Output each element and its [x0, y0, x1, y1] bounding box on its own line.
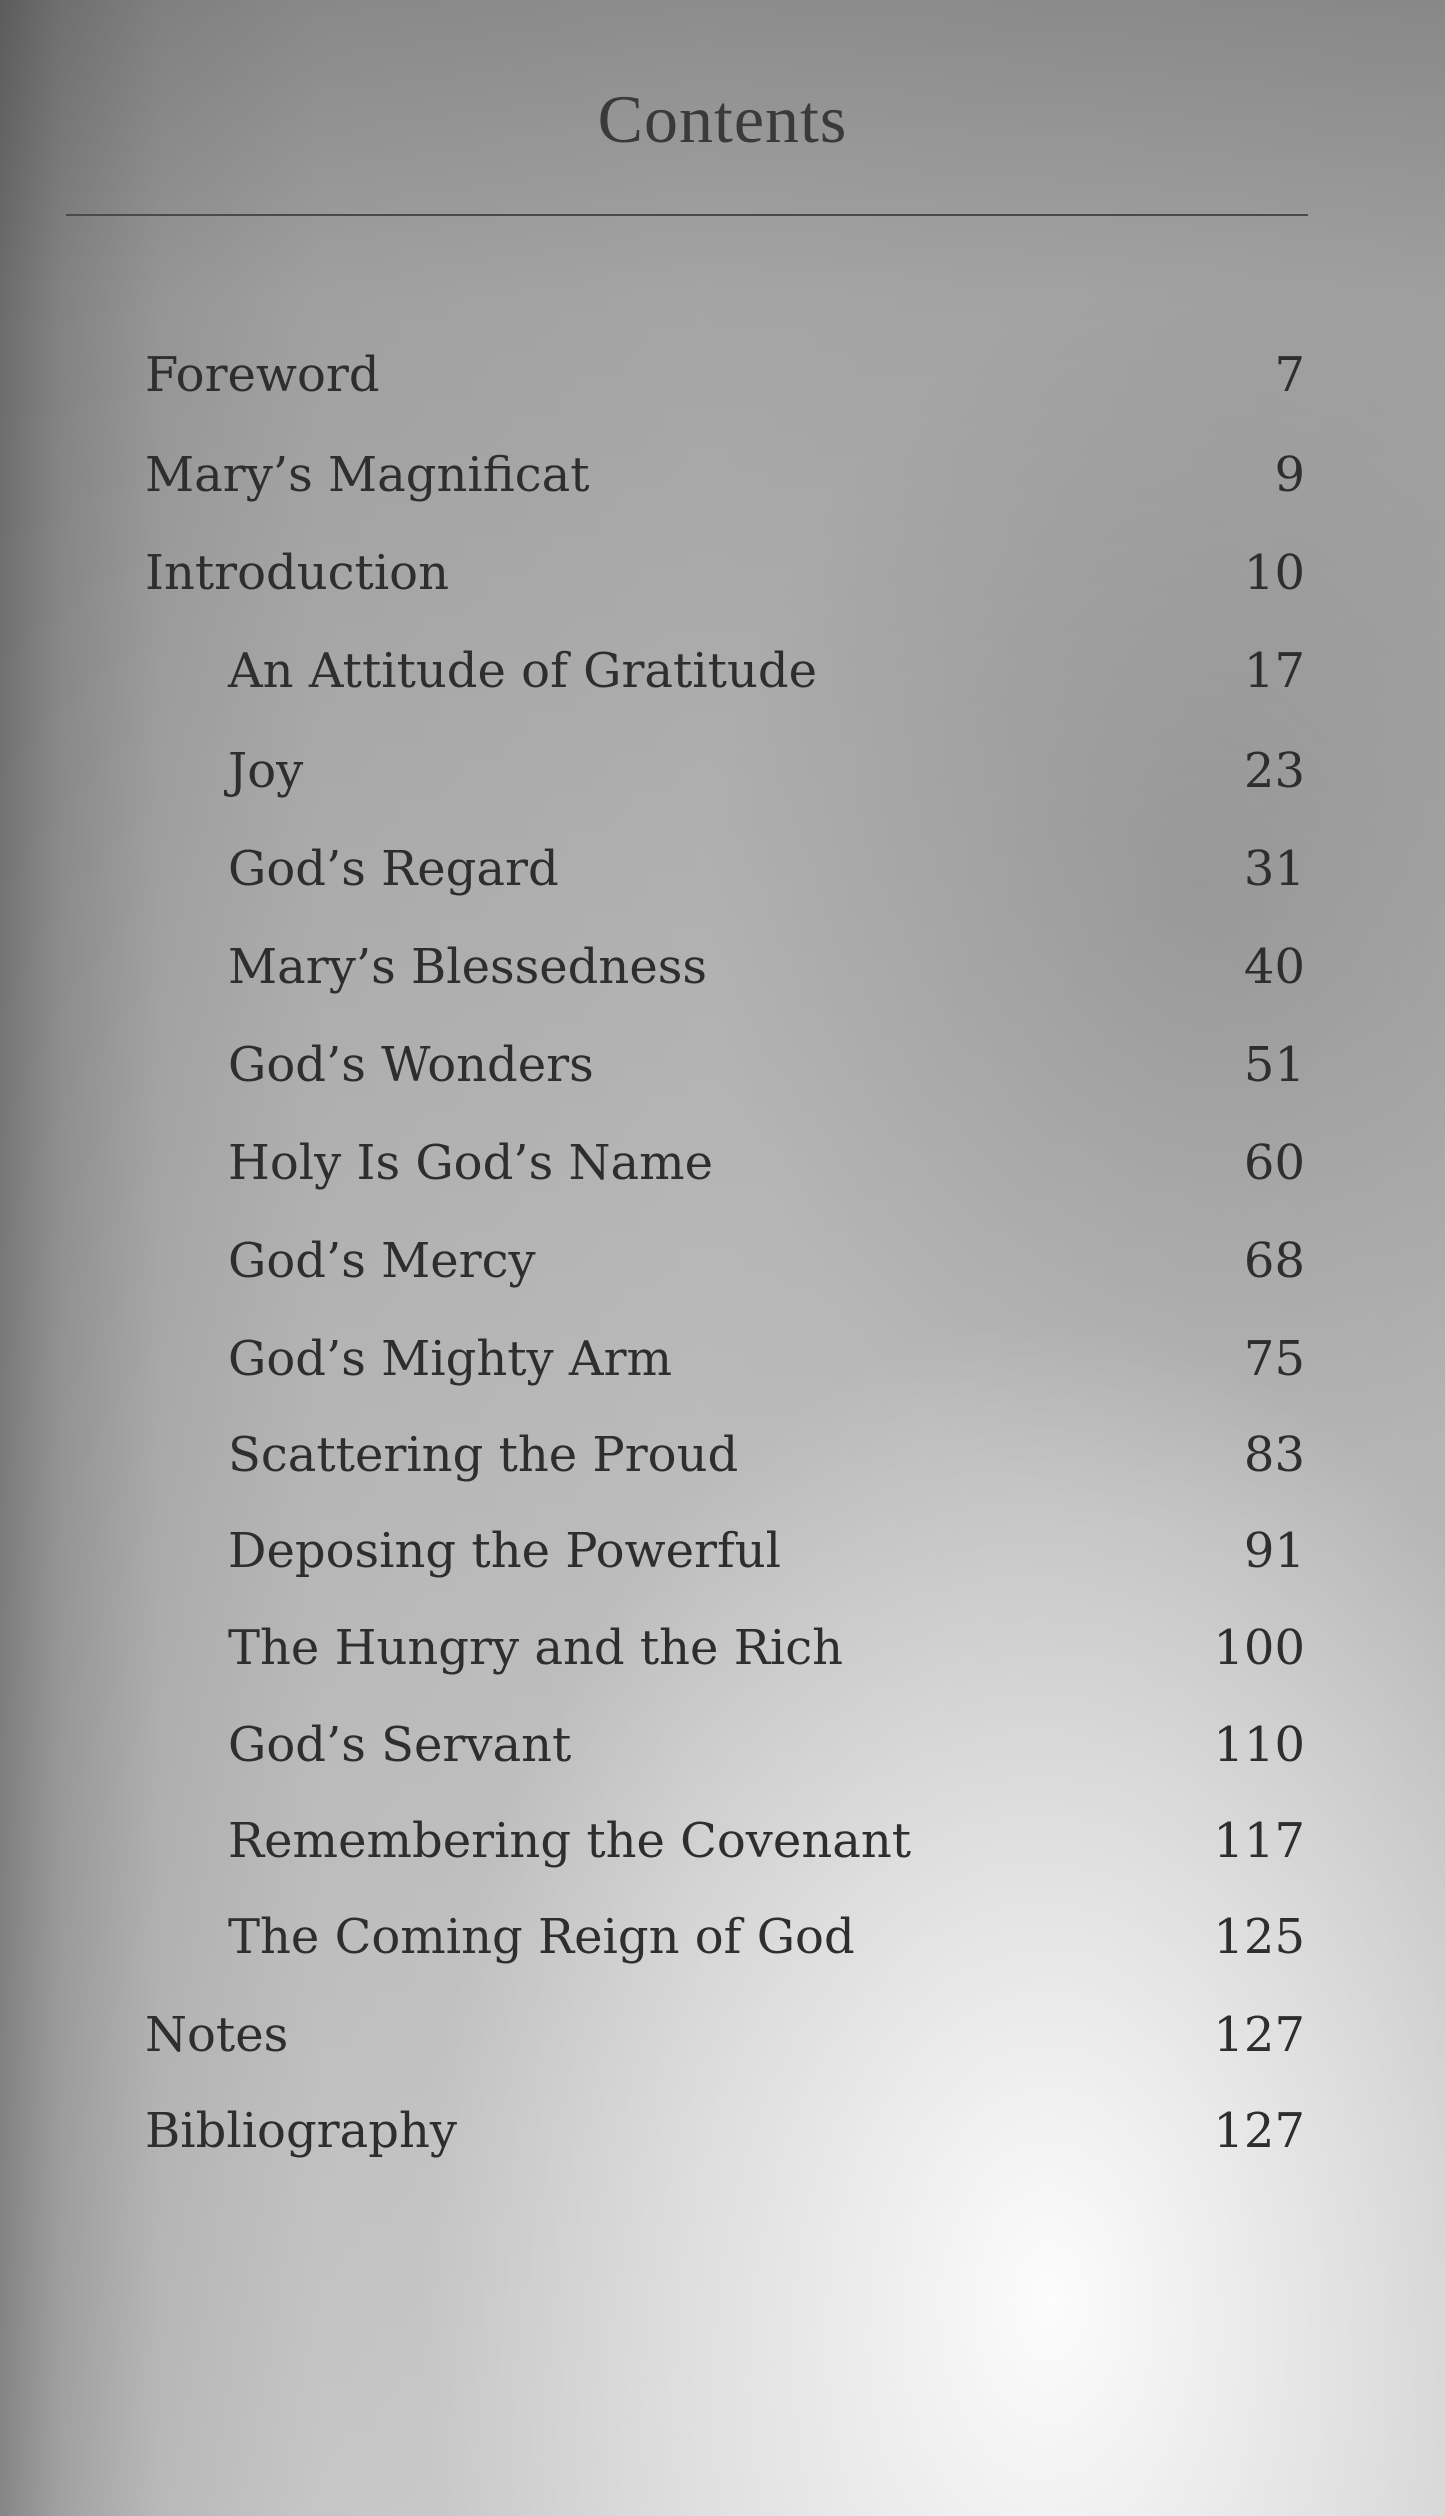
toc-entry-label: Bibliography [145, 2103, 457, 2159]
toc-entry [228, 636, 1305, 706]
toc-entry-label: God’s Mercy [228, 1233, 536, 1289]
toc-entry [228, 736, 1305, 806]
toc-entry [145, 538, 1305, 608]
toc-entry-label: An Attitude of Gratitude [228, 643, 817, 699]
toc-entry-label: God’s Wonders [228, 1037, 594, 1093]
toc-entry-label: Notes [145, 2007, 289, 2063]
toc-entry [228, 1516, 1305, 1586]
toc-entry-page: 125 [1213, 1909, 1305, 1965]
toc-entry [145, 440, 1305, 510]
toc-entry [228, 1613, 1305, 1683]
toc-entry-page: 51 [1243, 1037, 1305, 1093]
toc-entry [145, 340, 1305, 410]
toc-entry-label: Scattering the Proud [228, 1427, 739, 1483]
toc-entry-page: 17 [1243, 643, 1305, 699]
toc-entry-label: Mary’s Blessedness [228, 939, 707, 995]
toc-entry-label: Foreword [145, 347, 380, 403]
toc-entry-page: 91 [1243, 1523, 1305, 1579]
toc-entry-page: 23 [1243, 743, 1305, 799]
toc-entry-label: Remembering the Covenant [228, 1813, 912, 1869]
toc-entry-page: 75 [1243, 1331, 1305, 1387]
toc-entry-label: Joy [228, 743, 304, 799]
toc-entry [145, 2000, 1305, 2070]
toc-entry-page: 117 [1213, 1813, 1305, 1869]
toc-entry-label: The Coming Reign of God [228, 1909, 855, 1965]
toc-entry-label: God’s Regard [228, 841, 559, 897]
toc-entry-page: 9 [1274, 447, 1305, 503]
toc-entry [228, 1902, 1305, 1972]
toc-entry [228, 932, 1305, 1002]
toc-entry [228, 1806, 1305, 1876]
heading-rule [66, 214, 1308, 216]
toc-entry-label: Deposing the Powerful [228, 1523, 781, 1579]
toc-entry-page: 100 [1213, 1620, 1305, 1676]
toc-entry [228, 1226, 1305, 1296]
toc-entry [145, 2096, 1305, 2166]
toc-entry-page: 40 [1243, 939, 1305, 995]
toc-entry-label: God’s Servant [228, 1717, 572, 1773]
toc-entry-page: 110 [1213, 1717, 1305, 1773]
toc-entry-label: Introduction [145, 545, 449, 601]
toc-entry-page: 127 [1213, 2103, 1305, 2159]
toc-entry-page: 83 [1243, 1427, 1305, 1483]
toc-entry-page: 10 [1243, 545, 1305, 601]
toc-entry-page: 127 [1213, 2007, 1305, 2063]
contents-heading: Contents [597, 81, 848, 157]
toc-entry-label: God’s Mighty Arm [228, 1331, 673, 1387]
toc-entry-page: 7 [1274, 347, 1305, 403]
toc-entry-page: 31 [1243, 841, 1305, 897]
toc-entry-label: Mary’s Magnificat [145, 447, 590, 503]
toc-entry-page: 60 [1243, 1135, 1305, 1191]
toc-entry [228, 834, 1305, 904]
toc-entry-label: Holy Is God’s Name [228, 1135, 713, 1191]
toc-entry-label: The Hungry and the Rich [228, 1620, 843, 1676]
toc-entry [228, 1128, 1305, 1198]
toc-entry-page: 68 [1243, 1233, 1305, 1289]
toc-entry [228, 1030, 1305, 1100]
toc-entry [228, 1710, 1305, 1780]
toc-entry [228, 1324, 1305, 1394]
toc-entry [228, 1420, 1305, 1490]
